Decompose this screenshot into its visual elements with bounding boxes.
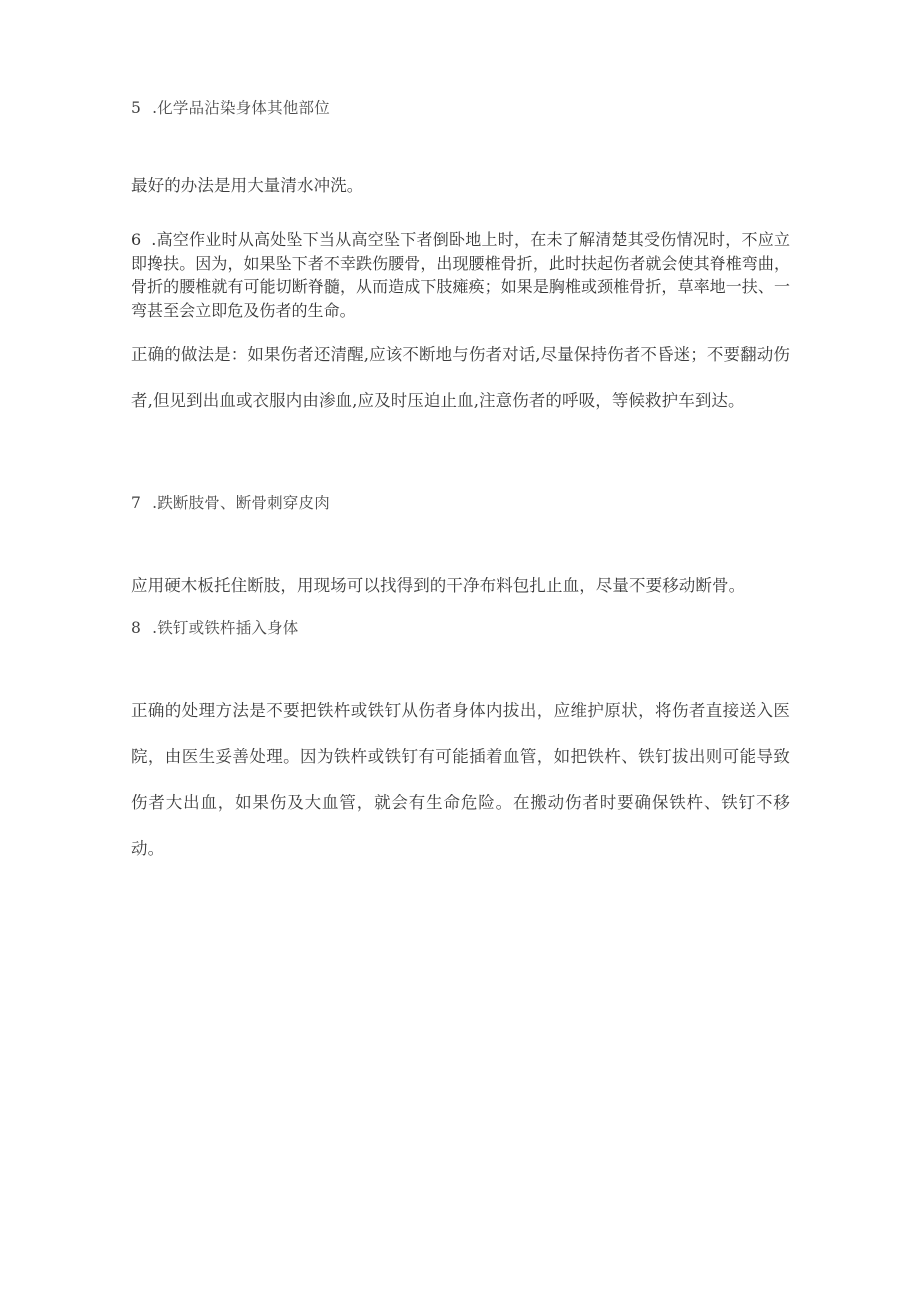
section-heading-5: [131, 97, 790, 119]
section-title: .化学品沾染身体其他部位: [152, 99, 330, 117]
paragraph-broken-bone: 应用硬木板托住断肢，用现场可以找得到的干净布料包扎止血，尽量不要移动断骨。: [131, 576, 746, 595]
paragraph-impaled-object: 正确的处理方法是不要把铁杵或铁钉从伤者身体内拔出，应维护原状，将伤者直接送入医院，由医生妥善处理。因为铁杵或铁钉有可能插着血管，如把铁杵、铁钉拔出则可能导致伤者大出血，如果伤及大血管，就会有生命危险。在搬动伤者时要确保铁杵、铁钉不移动。: [131, 701, 790, 858]
paragraph-correct-procedure-fall: 正确的做法是：如果伤者还清醒,应该不断地与伤者对话,尽量保持伤者不昏迷；不要翻动伤者,但见到出血或衣服内由渗血,应及时压迫止血,注意伤者的呼吸，等候救护车到达。: [131, 345, 790, 410]
section-title: .跌断肢骨、断骨刺穿皮肉: [152, 494, 330, 512]
section-number-6: 6: [131, 230, 142, 249]
section-title: .铁钉或铁杵插入身体: [152, 619, 299, 637]
paragraph-chemical-rinse: 最好的办法是用大量清水冲洗。: [131, 176, 364, 195]
paragraph-fall-body: .高空作业时从高处坠下当从高空坠下者倒卧地上时，在未了解清楚其受伤情况时，不应立即搀扶。因为，如果坠下者不幸跌伤腰骨，出现腰椎骨折，此时扶起伤者就会使其脊椎弯曲，骨折的腰椎就有可能切断脊髓，从而造成下肢瘫痪；如果是胸椎或颈椎骨折，草率地一扶、一弯甚至会立即危及伤者的生命。: [131, 230, 790, 320]
section-number: 5: [131, 99, 142, 117]
section-number: 8: [131, 619, 142, 637]
section-number: 7: [131, 494, 142, 512]
section-heading-8: [131, 617, 790, 639]
paragraph-fall-from-height: [131, 228, 790, 322]
section-heading-7: [131, 492, 790, 514]
